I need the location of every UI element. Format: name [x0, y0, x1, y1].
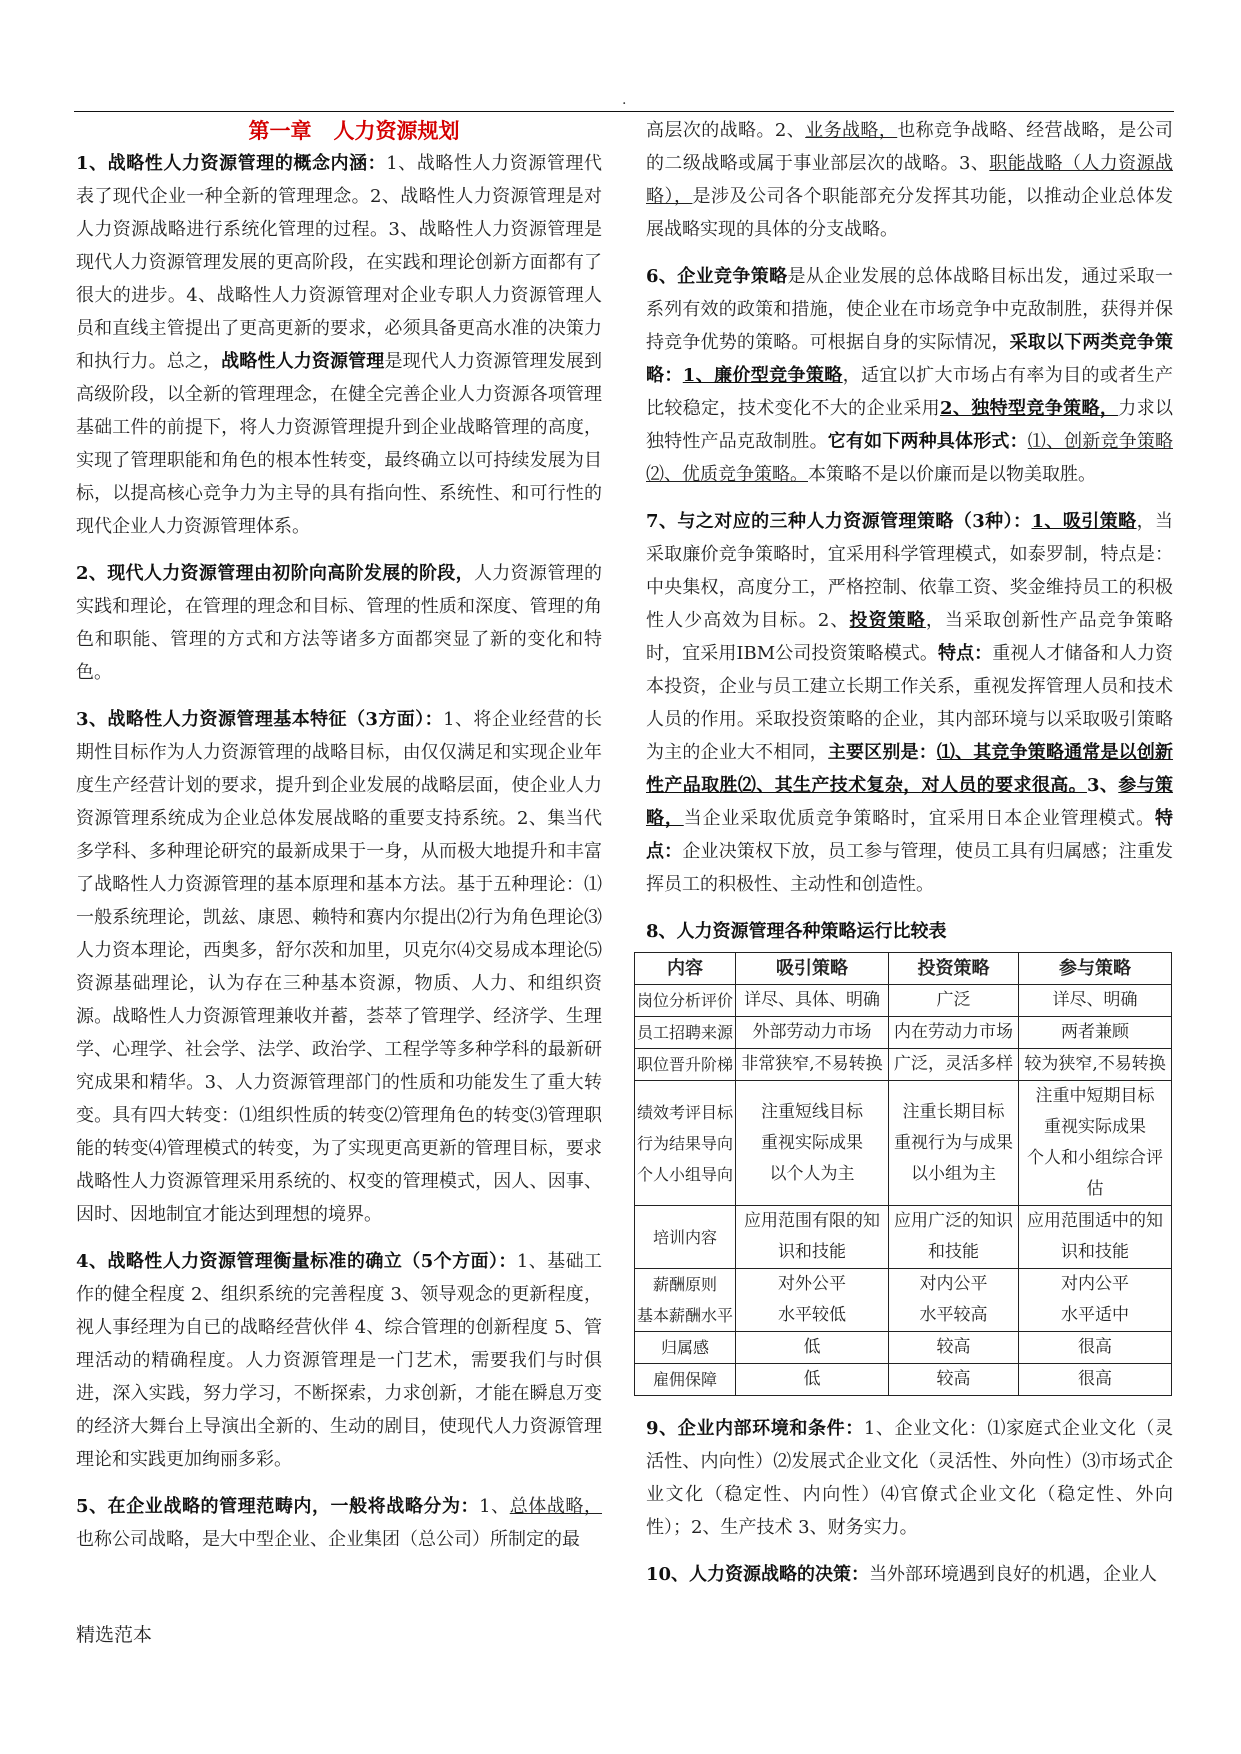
cell-line: 绩效考评目标 [637, 1102, 734, 1122]
cell-line: 水平较高 [919, 1305, 988, 1325]
section-1-text-2: 是现代人力资源管理发展到高级阶段，以全新的管理理念，在健全完善企业人力资源各项管理基础工件的前提下，将人力资源管理提升到企业战略管理的高度，实现了管理职能和角色的根本性转变，最终确立以可持续发展为目标，以提高核心竞争力为主导的具有指向性、系统性、和可行性的现代企业人力资源管理体系。 [76, 351, 603, 537]
section-9-text: 1、企业文化：⑴家庭式企业文化（灵活性、内向性）⑵发展式企业文化（灵活性、外向性）⑶市场式企业文化（稳定性、内向性）⑷官僚式企业文化（稳定性、外向性）；2、生产技术 3、财务实力。 [646, 1418, 1174, 1538]
table-cell [888, 1269, 1018, 1332]
table-cell: 低 [736, 1364, 889, 1396]
section-7-bold-underline-4: 参与策略， [646, 775, 1174, 829]
table-cell: 很高 [1019, 1364, 1172, 1396]
left-column [76, 114, 602, 1570]
table-cell [888, 1081, 1018, 1206]
section-9 [646, 1412, 1173, 1544]
section-7-text-3: 重视人才储备和人力资本投资，企业与员工建立长期工作关系，重视发挥管理人员和技术人员的作用。采取投资策略的企业，其内部环境与以采取吸引策略为主的企业大不相同， [646, 643, 1173, 763]
section-10-text: 当外部环境遇到良好的机遇，企业人 [869, 1564, 1158, 1585]
table-cell: 雇佣保障 [635, 1364, 736, 1396]
chapter-title [76, 114, 602, 147]
strategy-comparison-table [634, 952, 1172, 1396]
cell-line: 行为结果导向 [637, 1133, 734, 1153]
cell-line: 注重短线目标 [760, 1101, 863, 1122]
table-row [635, 1206, 1172, 1269]
table-cell: 岗位分析评价 [635, 985, 736, 1017]
column-header: 参与策略 [1019, 953, 1172, 985]
section-6-bold-underline-1: 1、廉价型竞争策略 [682, 365, 843, 386]
table-cell: 职位晋升阶梯 [635, 1049, 736, 1081]
section-6-text-4: 本策略不是以价廉而是以物美取胜。 [808, 464, 1096, 485]
section-3-text: 1、将企业经营的长期性目标作为人力资源管理的战略目标，由仅仅满足和实现企业年度生产经营计划的要求，提升到企业发展的战略层面，使企业人力资源管理系统成为企业总体发展战略的重要支持系统。2、集当代多学科、多种理论研究的最新成果于一身，从而极大地提升和丰富了战略性人力资源管理的基本原理和基本方法。基于五种理论：⑴一般系统理论，凯兹、康恩、赖特和赛内尔提出⑵行为角色理论⑶人力资本理论，西奥多，舒尔茨和加里，贝克尔⑷交易成本理论⑸资源基础理论，认为存在三种基本资源，物质、人力、和组织资源。战略性人力资源管理兼收并蓄，荟萃了管理学、经济学、生理学、心理学、社会学、法学、政治学、工程学等多种学科的最新研究成果和精华。3、人力资源管理部门的性质和功能发生了重大转变。具有四大转变：⑴组织性质的转变⑵管理角色的转变⑶管理职能的转变⑷管理模式的转变，为了实现更高更新的管理目标，要求战略性人力资源管理采用系统的、权变的管理模式，因人、因事、因时、因地制宜才能达到理想的境界。 [76, 709, 603, 1225]
table-cell: 较为狭窄,不易转换 [1019, 1049, 1172, 1081]
table-cell: 较高 [888, 1364, 1018, 1396]
section-5-heading: 5、在企业战略的管理范畴内，一般将战略分为： [76, 1496, 480, 1517]
cell-line: 重视行为与成果 [894, 1132, 1013, 1153]
table-cell: 培训内容 [635, 1206, 736, 1269]
section-6-bold-1: 采取以下两类竞争策略： [646, 332, 1174, 386]
section-7-text-4: 3、 [1086, 775, 1119, 796]
table-header-row [635, 953, 1172, 985]
table-row [635, 1081, 1172, 1206]
section-5-underline-2: 业务战略， [805, 120, 898, 141]
section-5-underline-3: 职能战略（人力资源战略）， [646, 153, 1174, 207]
section-7-heading: 7、与之对应的三种人力资源管理策略（3种）： [646, 511, 1032, 532]
section-1-bold: 战略性人力资源管理 [221, 351, 385, 372]
section-7-bold-3: 特点： [646, 808, 1174, 862]
section-7-bold-underline-2: 投资策略 [849, 610, 926, 631]
section-2-heading: 2、现代人力资源管理由初阶向高阶发展的阶段， [76, 563, 474, 584]
cell-line: 以小组为主 [911, 1163, 996, 1184]
section-5 [76, 1490, 602, 1556]
section-10-heading: 10、人力资源战略的决策： [646, 1564, 870, 1585]
section-9-heading: 9、企业内部环境和条件： [646, 1418, 864, 1439]
section-7-text-2: ，当采取创新性产品竞争策略时，宜采用IBM公司投资策略模式。 [646, 610, 1174, 664]
cell-line: 重视实际成果 [1044, 1117, 1147, 1137]
cell-line: 重视实际成果 [760, 1132, 863, 1153]
section-6-text-3: 力求以独特性产品克敌制胜。 [646, 398, 1173, 452]
section-7-bold-underline-1: 1、吸引策略 [1031, 511, 1137, 532]
section-1 [76, 147, 602, 543]
section-5-text: 1、 [479, 1496, 510, 1517]
section-6-bold-2: 它有如下两种具体形式： [827, 431, 1028, 452]
chapter-number: 第一章 [248, 118, 312, 143]
table-cell: 应用范围适中的知识和技能 [1019, 1206, 1172, 1269]
table-cell [635, 1081, 736, 1206]
table-row [635, 1332, 1172, 1364]
table-cell: 广泛，灵活多样 [888, 1049, 1018, 1081]
table-row [635, 1364, 1172, 1396]
table-cell: 详尽、明确 [1019, 985, 1172, 1017]
table-cell [635, 1269, 736, 1332]
section-7-bold-2: 主要区别是： [827, 742, 937, 763]
header-mark: . [622, 92, 627, 108]
section-5-continued [646, 114, 1173, 246]
table-cell: 详尽、具体、明确 [736, 985, 889, 1017]
table-cell [736, 1269, 889, 1332]
cell-line: 水平较低 [777, 1305, 846, 1325]
table-cell: 很高 [1019, 1332, 1172, 1364]
table-row [635, 1269, 1172, 1332]
table-cell: 外部劳动力市场 [736, 1017, 889, 1049]
table-cell: 归属感 [635, 1332, 736, 1364]
section-5-text-3: 高层次的战略。2、 [646, 120, 806, 141]
table-cell: 应用广泛的知识和技能 [888, 1206, 1018, 1269]
right-column [637, 114, 1174, 1605]
cell-line: 薪酬原则 [653, 1275, 718, 1294]
table-cell: 非常狭窄,不易转换 [736, 1049, 889, 1081]
section-5-text-2: 也称公司战略，是大中型企业、企业集团（总公司）所制定的最 [76, 1529, 580, 1550]
cell-line: 个人小组导向 [637, 1164, 734, 1184]
table-cell: 员工招聘来源 [635, 1017, 736, 1049]
cell-line: 基本薪酬水平 [637, 1306, 734, 1325]
section-6 [646, 260, 1173, 491]
footer-text: 精选范本 [76, 1624, 153, 1646]
section-6-underline: ⑴、创新竞争策略⑵、优质竞争策略。 [646, 431, 1174, 485]
table-row [635, 1017, 1172, 1049]
section-6-bold-underline-2: 2、独特型竞争策略， [939, 398, 1119, 419]
table-row [635, 1049, 1172, 1081]
section-7-bold-1: 特点： [938, 643, 993, 664]
section-2 [76, 557, 602, 689]
table-cell: 低 [736, 1332, 889, 1364]
section-5-text-5: 是涉及公司各个职能部充分发挥其功能，以推动企业总体发展战略实现的具体的分支战略。 [646, 186, 1173, 240]
cell-line: 对外公平 [777, 1274, 846, 1294]
table-cell [736, 1081, 889, 1206]
column-header: 投资策略 [888, 953, 1018, 985]
table-cell: 广泛 [888, 985, 1018, 1017]
section-7-text-6: 企业决策权下放，员工参与管理，使员工具有归属感；注重发挥员工的积极性、主动性和创造性。 [646, 841, 1173, 895]
section-3 [76, 703, 602, 1231]
header-rule [74, 111, 1174, 112]
column-header: 内容 [635, 953, 736, 985]
table-cell [1019, 1081, 1172, 1206]
section-5-text-4: 也称竞争战略、经营战略，是公司的二级战略或属于事业部层次的战略。3、 [646, 120, 1174, 174]
section-4-heading: 4、战略性人力资源管理衡量标准的确立（5个方面）： [76, 1251, 517, 1272]
table-cell [1019, 1269, 1172, 1332]
cell-line: 注重长期目标 [902, 1101, 1005, 1122]
table-cell: 较高 [888, 1332, 1018, 1364]
table-cell: 内在劳动力市场 [888, 1017, 1018, 1049]
section-5-underline-1: 总体战略， [509, 1496, 603, 1517]
section-7-text-5: 当企业采取优质竞争策略时，宜采用日本企业管理模式。 [683, 808, 1156, 829]
cell-line: 以个人为主 [769, 1163, 855, 1184]
cell-line: 注重中短期目标 [1035, 1086, 1155, 1106]
cell-line: 对内公平 [1061, 1274, 1130, 1294]
section-7 [646, 505, 1173, 901]
section-4-text: 1、基础工作的健全程度 2、组织系统的完善程度 3、领导观念的更新程度，视人事经理为自已的战略经营伙伴 4、综合管理的创新程度 5、管理活动的精确程度。人力资源管理是一门艺术，需要我们与时俱进，深入实践，努力学习，不断探索，力求创新，才能在瞬息万变的经济大舞台上导演出全新的、生动的剧目，使现代人力资源管理理论和实践更加绚丽多彩。 [76, 1251, 603, 1470]
cell-line: 个人和小组综合评估 [1027, 1148, 1164, 1199]
section-8-heading: 8、人力资源管理各种策略运行比较表 [646, 921, 947, 942]
section-3-heading: 3、战略性人力资源管理基本特征（3方面）： [76, 709, 444, 730]
table-cell: 两者兼顾 [1019, 1017, 1172, 1049]
cell-line: 水平适中 [1061, 1305, 1130, 1325]
section-2-text: 人力资源管理的实践和理论，在管理的理念和目标、管理的性质和深度、管理的角色和职能、管理的方式和方法等诸多方面都突显了新的变化和特色。 [76, 563, 602, 683]
section-6-text: 是从企业发展的总体战略目标出发，通过采取一系列有效的政策和措施，使企业在市场竞争中克敌制胜，获得并保持竞争优势的策略。可根据自身的实际情况， [646, 266, 1173, 353]
section-1-text: 1、战略性人力资源管理代表了现代企业一种全新的管理理念。2、战略性人力资源管理是对人力资源战略进行系统化管理的过程。3、战略性人力资源管理是现代人力资源管理发展的更高阶段，在实践和理论创新方面都有了很大的进步。4、战略性人力资源管理对企业专职人力资源管理人员和直线主管提出了更高更新的要求，必须具备更高水准的决策力和执行力。总之， [76, 153, 602, 372]
table-row [635, 985, 1172, 1017]
section-4 [76, 1245, 602, 1476]
chapter-name: 人力资源规划 [333, 118, 460, 143]
section-7-text: ，当采取廉价竞争策略时，宜采用科学管理模式，如泰罗制，特点是：中央集权，高度分工，严格控制、依靠工资、奖金维持员工的积极性人少高效为目标。2、 [646, 511, 1174, 631]
column-header: 吸引策略 [736, 953, 889, 985]
table-cell: 应用范围有限的知识和技能 [736, 1206, 889, 1269]
section-6-heading: 6、企业竞争策略 [646, 266, 788, 287]
section-10 [646, 1558, 1173, 1591]
section-7-bold-underline-3: ⑴、其竞争策略通常是以创新性产品取胜⑵、其生产技术复杂，对人员的要求很高。 [646, 742, 1174, 796]
section-6-text-2: ，适宜以扩大市场占有率为目的或者生产比较稳定，技术变化不大的企业采用 [646, 365, 1173, 419]
section-1-heading: 1、战略性人力资源管理的概念内涵： [76, 153, 387, 174]
cell-line: 对内公平 [919, 1274, 988, 1294]
